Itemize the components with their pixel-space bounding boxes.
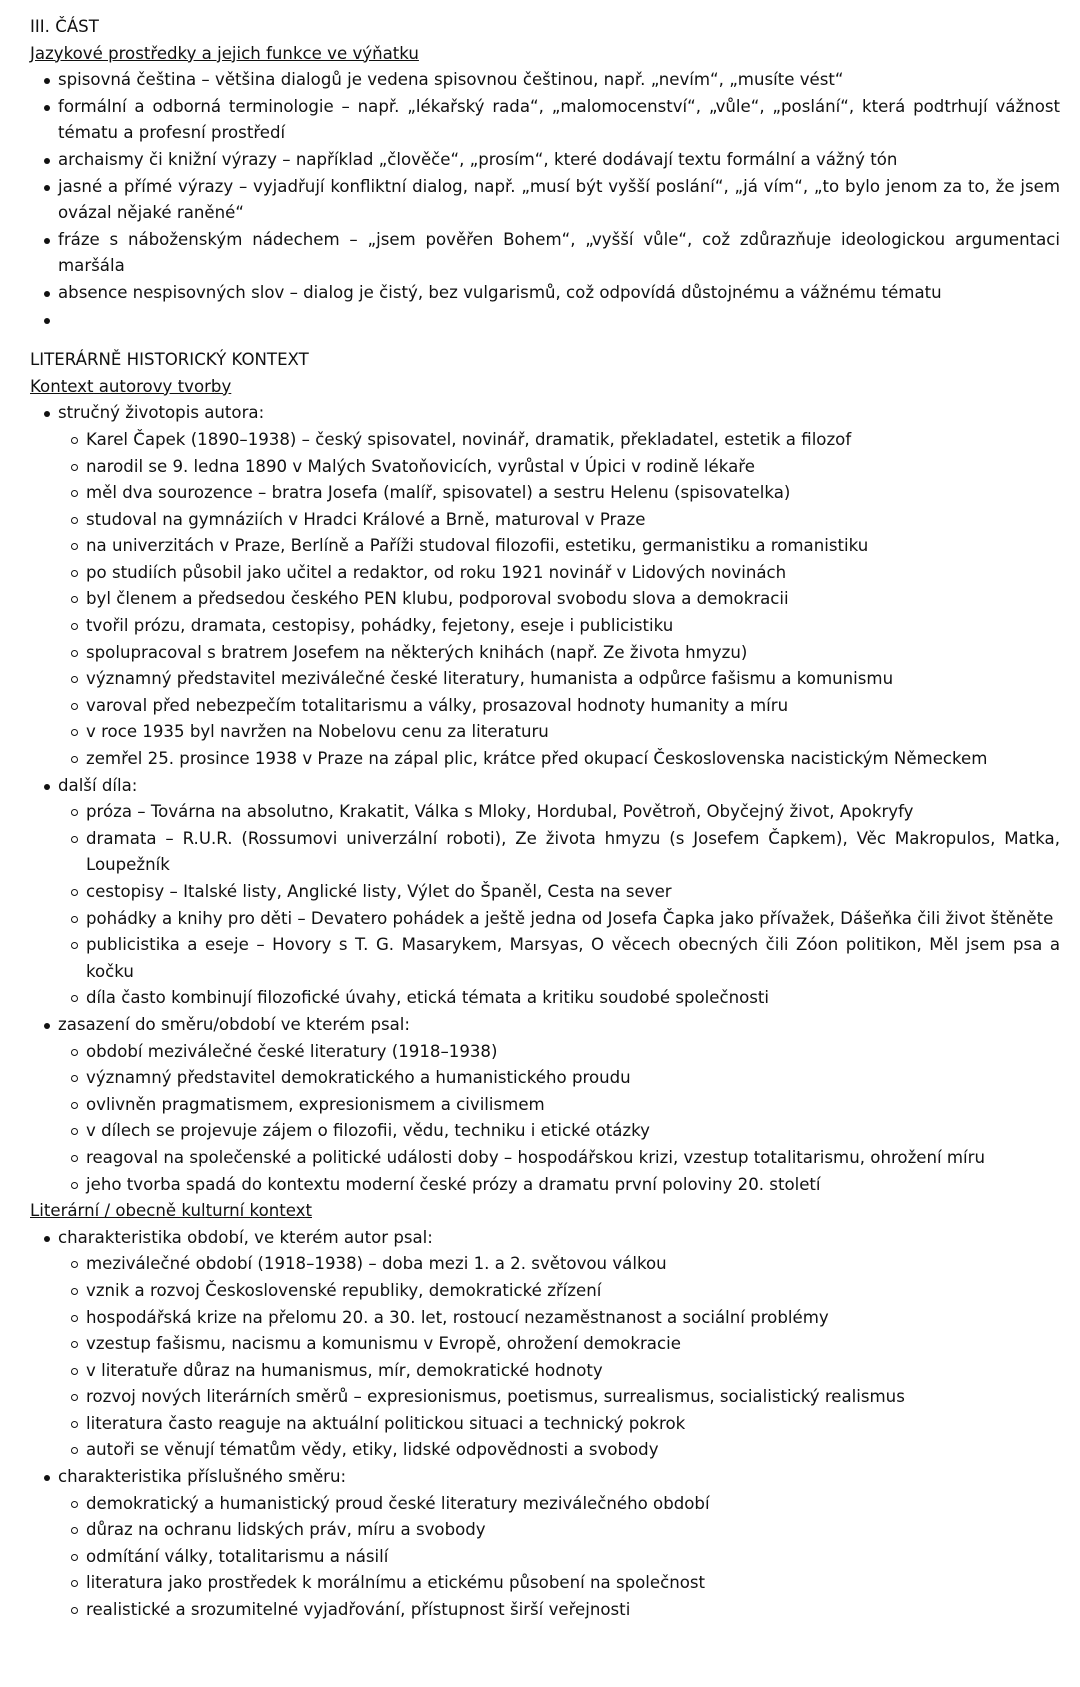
sub-list-item: významný představitel demokratického a humanistického proudu xyxy=(86,1065,1060,1092)
sub-list-item: studoval na gymnáziích v Hradci Králové a Brně, maturoval v Praze xyxy=(86,507,1060,534)
language-list xyxy=(30,67,1060,333)
sub-list-item: literatura jako prostředek k morálnímu a etickému působení na společnost xyxy=(86,1570,1060,1597)
sub-list-item: byl členem a předsedou českého PEN klubu, podporoval svobodu slova a demokracii xyxy=(86,586,1060,613)
sub-list-item: hospodářská krize na přelomu 20. a 30. let, rostoucí nezaměstnanost a sociální problémy xyxy=(86,1305,1060,1332)
group-label: stručný životopis autora: xyxy=(58,403,265,423)
sub-list-item: literatura často reaguje na aktuální politickou situaci a technický pokrok xyxy=(86,1411,1060,1438)
sub-list-item: varoval před nebezpečím totalitarismu a války, prosazoval hodnoty humanity a míru xyxy=(86,693,1060,720)
sub-list-item: reagoval na společenské a politické události doby – hospodářskou krizi, vzestup totalitarismu, ohrožení míru xyxy=(86,1145,1060,1172)
sub-list-item: významný představitel meziválečné české literatury, humanista a odpůrce fašismu a komunismu xyxy=(86,666,1060,693)
sub-list-item: publicistika a eseje – Hovory s T. G. Masarykem, Marsyas, O věcech obecných čili Zóon politikon, Měl jsem psa a kočku xyxy=(86,932,1060,985)
sub-list-item: v roce 1935 byl navržen na Nobelovu cenu za literaturu xyxy=(86,719,1060,746)
sub-list-item: odmítání války, totalitarismu a násilí xyxy=(86,1544,1060,1571)
cultural-context-list xyxy=(30,1225,1060,1624)
group-label: charakteristika období, ve kterém autor psal: xyxy=(58,1227,433,1247)
list-item xyxy=(58,1225,1060,1464)
group-label: další díla: xyxy=(58,775,138,795)
spacer xyxy=(30,333,1060,347)
sub-list-item: jeho tvorba spadá do kontextu moderní české prózy a dramatu první poloviny 20. století xyxy=(86,1172,1060,1199)
sub-list-item: tvořil prózu, dramata, cestopisy, pohádky, fejetony, eseje i publicistiku xyxy=(86,613,1060,640)
author-section-title: Kontext autorovy tvorby xyxy=(30,376,232,396)
list-item xyxy=(58,773,1060,1012)
group-label: charakteristika příslušného směru: xyxy=(58,1467,347,1487)
cultural-section-title: Literární / obecně kulturní kontext xyxy=(30,1201,312,1221)
movement-list xyxy=(58,1039,1060,1199)
sub-list-item: realistické a srozumitelné vyjadřování, přístupnost širší veřejnosti xyxy=(86,1597,1060,1624)
sub-list-item: po studiích působil jako učitel a redaktor, od roku 1921 novinář v Lidových novinách xyxy=(86,560,1060,587)
list-item: fráze s náboženským nádechem – „jsem pověřen Bohem“, „vyšší vůle“, což zdůrazňuje ideologickou argumentaci maršála xyxy=(58,227,1060,280)
sub-list-item: spolupracoval s bratrem Josefem na některých knihách (např. Ze života hmyzu) xyxy=(86,640,1060,667)
sub-list-item: Karel Čapek (1890–1938) – český spisovatel, novinář, dramatik, překladatel, estetik a filozof xyxy=(86,427,1060,454)
sub-list-item: autoři se věnují tématům vědy, etiky, lidské odpovědnosti a svobody xyxy=(86,1437,1060,1464)
sub-list-item: měl dva sourozence – bratra Josefa (malíř, spisovatel) a sestru Helenu (spisovatelka) xyxy=(86,480,1060,507)
list-item: jasné a přímé výrazy – vyjadřují konfliktní dialog, např. „musí být vyšší poslání“, „já vím“, „to bylo jenom za to, že jsem ovázal nějaké raněné“ xyxy=(58,174,1060,227)
list-item: spisovná čeština – většina dialogů je vedena spisovnou češtinou, např. „nevím“, „musíte vést“ xyxy=(58,67,1060,94)
list-item xyxy=(58,400,1060,772)
sub-list-item: důraz na ochranu lidských práv, míru a svobody xyxy=(86,1517,1060,1544)
group-label: zasazení do směru/období ve kterém psal: xyxy=(58,1014,410,1034)
sub-list-item: próza – Továrna na absolutno, Krakatit, Válka s Mloky, Hordubal, Povětroň, Obyčejný život, Apokryfy xyxy=(86,799,1060,826)
language-section-title: Jazykové prostředky a jejich funkce ve výňatku xyxy=(30,43,419,63)
empty-list-item xyxy=(58,307,1060,334)
sub-list-item: rozvoj nových literárních směrů – expresionismus, poetismus, surrealismus, socialistický realismus xyxy=(86,1384,1060,1411)
list-item xyxy=(58,1012,1060,1198)
list-item: archaismy či knižní výrazy – například „člověče“, „prosím“, které dodávají textu formální a vážný tón xyxy=(58,147,1060,174)
direction-list xyxy=(58,1491,1060,1624)
author-context-list xyxy=(30,400,1060,1198)
sub-list-item: na univerzitách v Praze, Berlíně a Paříži studoval filozofii, estetiku, germanistiku a romanistiku xyxy=(86,533,1060,560)
sub-list-item: díla často kombinují filozofické úvahy, etická témata a kritiku soudobé společnosti xyxy=(86,985,1060,1012)
list-item: absence nespisovných slov – dialog je čistý, bez vulgarismů, což odpovídá důstojnému a vážnému tématu xyxy=(58,280,1060,307)
part-title: III. ČÁST xyxy=(30,17,99,36)
sub-list-item: meziválečné období (1918–1938) – doba mezi 1. a 2. světovou válkou xyxy=(86,1251,1060,1278)
sub-list-item: ovlivněn pragmatismem, expresionismem a civilismem xyxy=(86,1092,1060,1119)
list-item xyxy=(58,1464,1060,1624)
sub-list-item: pohádky a knihy pro děti – Devatero pohádek a ještě jedna od Josefa Čapka jako přívažek, Dášeňka čili život štěněte xyxy=(86,906,1060,933)
sub-list-item: v literatuře důraz na humanismus, mír, demokratické hodnoty xyxy=(86,1358,1060,1385)
list-item: formální a odborná terminologie – např. „lékařský rada“, „malomocenství“, „vůle“, „poslání“, která podtrhují vážnost tématu a profesní prostředí xyxy=(58,94,1060,147)
sub-list-item: dramata – R.U.R. (Rossumovi univerzální roboti), Ze života hmyzu (s Josefem Čapkem), Věc Makropulos, Matka, Loupežník xyxy=(86,826,1060,879)
sub-list-item: cestopisy – Italské listy, Anglické listy, Výlet do Španěl, Cesta na sever xyxy=(86,879,1060,906)
works-list xyxy=(58,799,1060,1012)
sub-list-item: demokratický a humanistický proud české literatury meziválečného období xyxy=(86,1491,1060,1518)
sub-list-item: vznik a rozvoj Československé republiky, demokratické zřízení xyxy=(86,1278,1060,1305)
sub-list-item: narodil se 9. ledna 1890 v Malých Svatoňovicích, vyrůstal v Úpici v rodině lékaře xyxy=(86,454,1060,481)
sub-list-item: v dílech se projevuje zájem o filozofii, vědu, techniku i etické otázky xyxy=(86,1118,1060,1145)
period-list xyxy=(58,1251,1060,1464)
sub-list-item: období meziválečné české literatury (1918–1938) xyxy=(86,1039,1060,1066)
sub-list-item: zemřel 25. prosince 1938 v Praze na zápal plic, krátce před okupací Československa nacistickým Německem xyxy=(86,746,1060,773)
context-title: LITERÁRNĚ HISTORICKÝ KONTEXT xyxy=(30,350,309,370)
biography-list xyxy=(58,427,1060,773)
sub-list-item: vzestup fašismu, nacismu a komunismu v Evropě, ohrožení demokracie xyxy=(86,1331,1060,1358)
